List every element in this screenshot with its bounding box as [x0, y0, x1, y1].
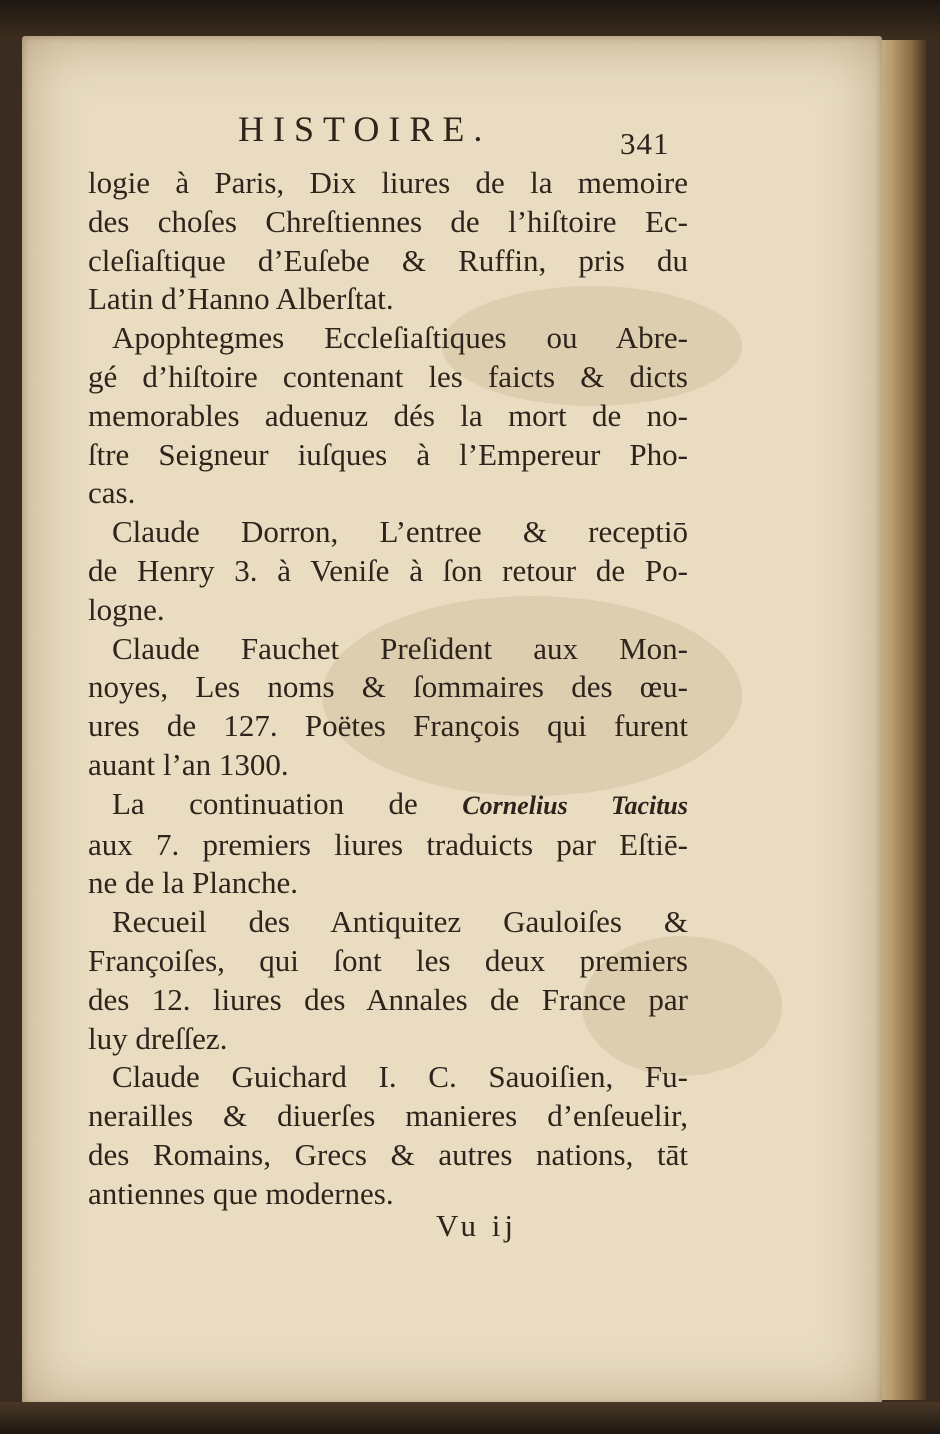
- text-line: [88, 397, 688, 436]
- text-line: [88, 864, 688, 903]
- text-line: [88, 164, 688, 203]
- text-line-content: noyes, Les noms & ſommaires des œu-: [88, 669, 688, 705]
- italic-name: Cornelius Tacitus: [462, 790, 689, 820]
- text-line-content: Claude Fauchet Preſident aux Mon-: [112, 630, 688, 666]
- text-line: [88, 552, 688, 591]
- running-head: [88, 108, 688, 164]
- text-line-content: de Henry 3. à Veniſe à ſon retour de Po-: [88, 552, 688, 588]
- text-line-content: des Romains, Grecs & autres nations, tāt: [88, 1136, 688, 1172]
- top-shadow-edge: [0, 0, 940, 40]
- text-line: [88, 630, 688, 669]
- text-line-content: Claude Guichard I. C. Sauoiſien, Fu-: [112, 1059, 688, 1095]
- page-text: [88, 108, 688, 1214]
- text-line-content: des 12. liures des Annales de France par: [88, 981, 688, 1017]
- text-line: [88, 319, 688, 358]
- text-line: [88, 826, 688, 865]
- text-line-content: antiennes que modernes.: [88, 1175, 394, 1211]
- text-line-content: ſtre Seigneur iuſques à l’Empereur Pho-: [88, 436, 688, 472]
- text-line: [88, 203, 688, 242]
- text-line-content: logne.: [88, 591, 165, 627]
- text-line: [88, 242, 688, 281]
- text-line-content: memorables aduenuz dés la mort de no-: [88, 397, 688, 433]
- text-line-content: Apophtegmes Eccleſiaſtiques ou Abre-: [112, 320, 688, 356]
- text-line-content: aux 7. premiers liures traduicts par Eſtiē-: [88, 826, 688, 862]
- text-line: [88, 474, 688, 513]
- text-line: [88, 981, 688, 1020]
- text-line: [88, 1020, 688, 1059]
- text-line-content: gé d’hiſtoire contenant les faicts & dicts: [88, 358, 688, 394]
- text-line: [88, 746, 688, 785]
- text-line: [88, 903, 688, 942]
- text-line-content: ures de 127. Poëtes François qui furent: [88, 708, 688, 744]
- text-line: [88, 280, 688, 319]
- body-text: [88, 164, 688, 1214]
- text-line: [88, 358, 688, 397]
- text-line-content: Claude Dorron, L’entree & receptiō: [112, 514, 688, 550]
- text-line-content: nerailles & diuerſes manieres d’enſeuelir,: [88, 1098, 688, 1134]
- bottom-shadow-edge: [0, 1402, 940, 1434]
- text-line-content: luy dreſſez.: [88, 1020, 228, 1056]
- text-line-content: Françoiſes, qui ſont les deux premiers: [88, 942, 688, 978]
- text-line-content: Latin d’Hanno Alberſtat.: [88, 281, 394, 317]
- text-line: [88, 668, 688, 707]
- catchword: Vu ij: [436, 1208, 518, 1243]
- text-line: [88, 1175, 688, 1214]
- text-line-content: Recueil des Antiquitez Gauloiſes &: [112, 904, 688, 940]
- text-line-content: cleſiaſtique d’Euſebe & Ruffin, pris du: [88, 242, 688, 278]
- text-line-content: ne de la Planche.: [88, 865, 299, 901]
- text-line-content: La continuation de: [112, 785, 418, 821]
- text-line: [88, 1097, 688, 1136]
- text-line: [88, 591, 688, 630]
- text-line: [88, 1058, 688, 1097]
- text-line: [88, 942, 688, 981]
- text-line-content: logie à Paris, Dix liures de la memoire: [88, 165, 688, 200]
- text-line: [88, 436, 688, 475]
- text-line: [88, 785, 688, 826]
- text-line: [88, 1136, 688, 1175]
- running-title: HISTOIRE.: [238, 109, 492, 149]
- text-line: [88, 707, 688, 746]
- text-line-content: des choſes Chreſtiennes de l’hiſtoire Ec-: [88, 203, 688, 239]
- text-line-content: cas.: [88, 475, 136, 511]
- page-number: 341: [620, 126, 670, 161]
- text-line-content: auant l’an 1300.: [88, 746, 289, 782]
- text-line: [88, 513, 688, 552]
